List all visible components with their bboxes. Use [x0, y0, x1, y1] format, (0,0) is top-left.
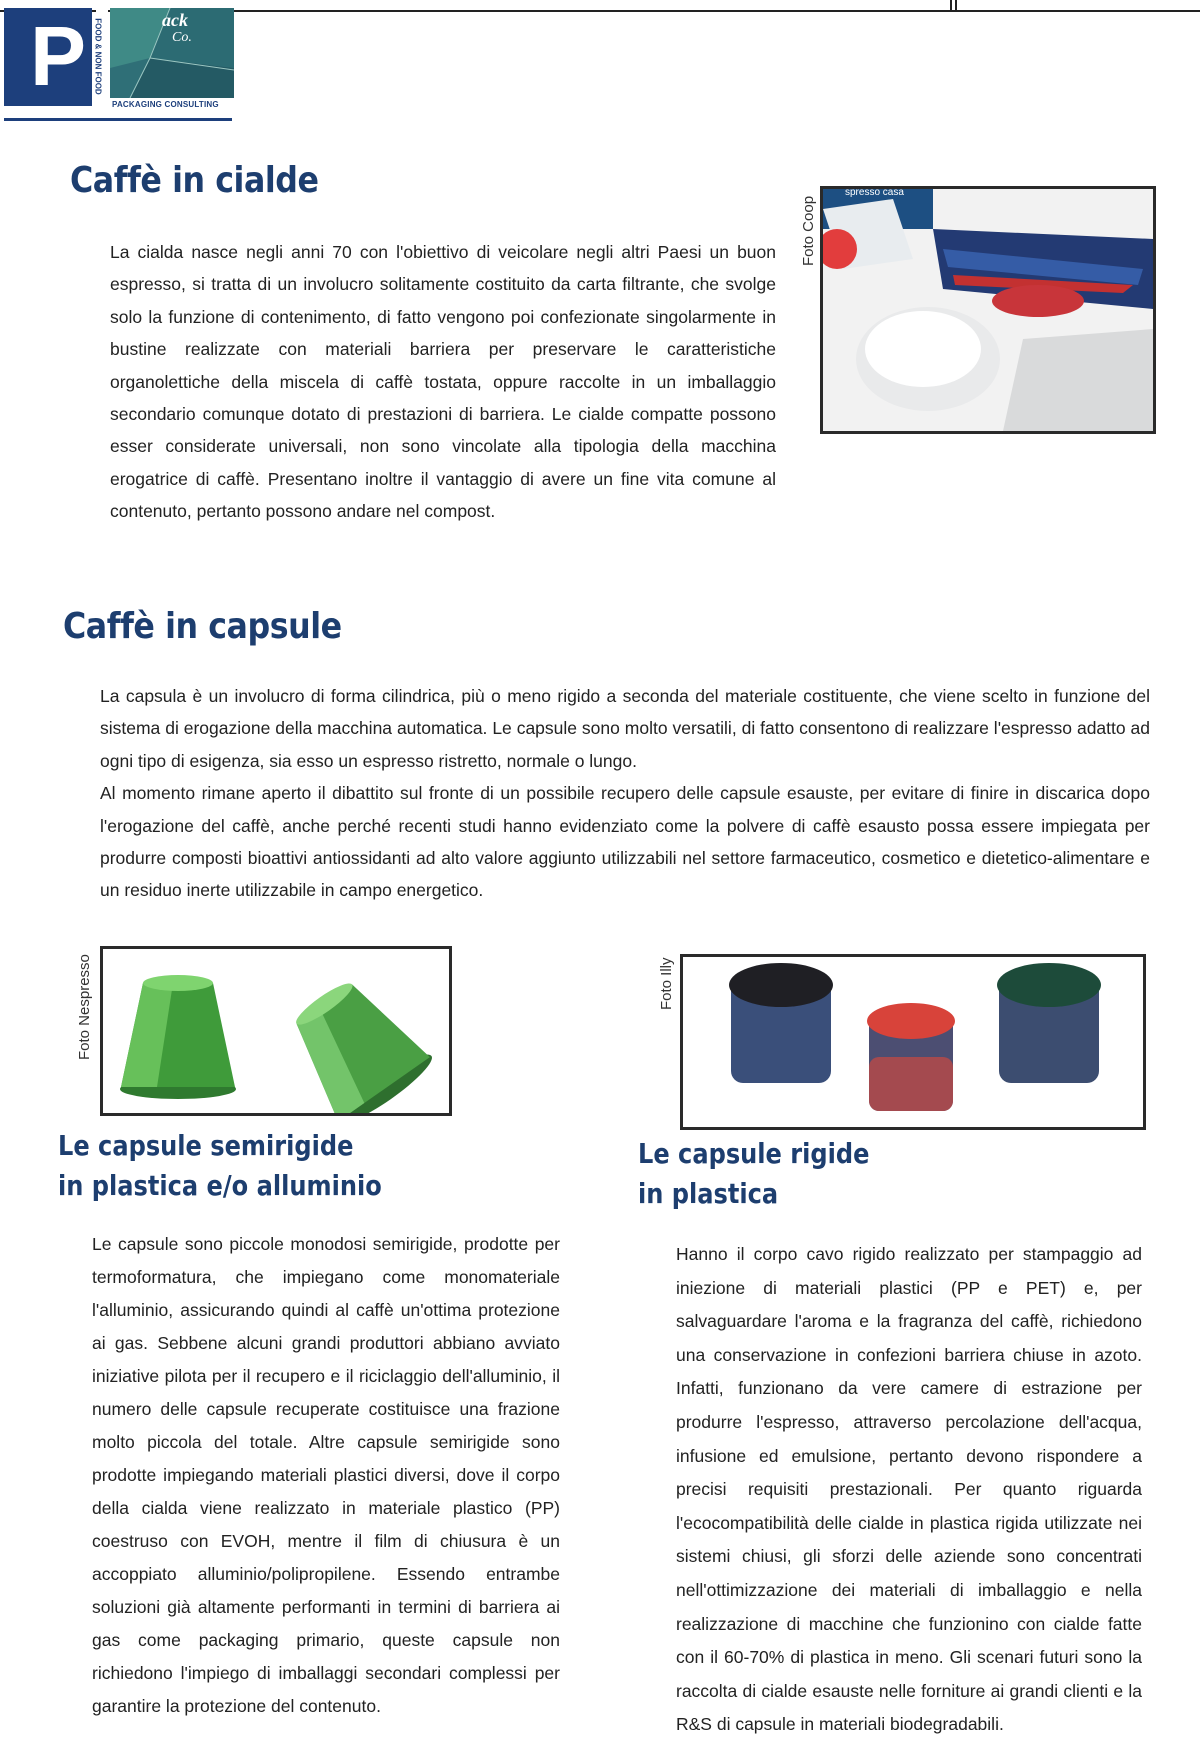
- subtitle-rigide-line1: Le capsule rigide: [638, 1137, 870, 1170]
- subtitle-semirigide-line1: Le capsule semirigide: [58, 1129, 354, 1162]
- subtitle-rigide-line2: in plastica: [638, 1177, 779, 1210]
- capsule-paragraph-1: La capsula è un involucro di forma cilindrica, più o meno rigido a seconda del materiale costituente, che viene scelto in funzione del sistema di erogazione della macchina automatica. Le capsule sono molto versatili, di fatto consentono di realizzare l'espresso adatto ad ogni tipo di esigenza, sia esso un espresso ristretto, normale o lungo.: [100, 686, 1150, 771]
- section-title-capsule: Caffè in capsule: [63, 606, 342, 647]
- rule-tick: [950, 0, 952, 10]
- section-body-cialde: La cialda nasce negli anni 70 con l'obiettivo di veicolare negli altri Paesi un buon espresso, si tratta di un involucro solitamente costituito da carta filtrante, che svolge solo la funzione di contenimento, di fatto vengono poi confezionate singolarmente in bustine realizzate con materiali barriera per preservare le caratteristiche organolettiche della miscela di caffè tostata, oppure raccolte in un imballaggio secondario comunque dotato di prestazioni di barriera. Le cialde compatte possono esser considerate universali, non sono vincolate alla tipologia della macchina erogatrice di caffè. Presentano inoltre il vantaggio di avere un fine vita comune al contenuto, pertanto possono andare nel compost.: [110, 242, 776, 522]
- subtitle-semirigide-line2: in plastica e/o alluminio: [58, 1169, 382, 1202]
- body-rigide: Hanno il corpo cavo rigido realizzato per stampaggio ad iniezione di materiali plastici (PP e PET) e, per salvaguardare l'aroma e la fragranza del caffè, richiedono una conservazione in confezioni barriera chiuse in azoto. Infatti, funzionano da vere camere di estrazione per produrre l'espresso, attraverso percolazione dell'acqua, infusione ed emulsione, pertanto devono rispondere a precisi requisiti prestazionali. Per quanto riguarda l'ecocompatibilità delle cialde in plastica rigida utilizzate nei sistemi chiusi, gli sforzi delle aziende sono concentrati nell'ottimizzazione dei materiali di imballaggio e nella realizzazione di macchine che funzionino con cialde fatte con il 60-70% di plastica in meno. Gli scenari futuri sono la raccolta di cialde esauste nelle forniture ai grandi clienti e la R&S di capsule in materiali biodegradabili.: [676, 1244, 1142, 1735]
- section-title-cialde: Caffè in cialde: [70, 160, 319, 201]
- section-body-capsule: [100, 680, 1150, 907]
- photo-cialde: [820, 186, 1156, 434]
- logo-underline: [4, 118, 232, 121]
- illy-capsules-illustration: [683, 957, 1143, 1127]
- packaging-consulting-logo: [4, 8, 232, 124]
- capsule-paragraph-2: Al momento rimane aperto il dibattito sul fronte di un possibile recupero delle capsule esauste, per evitare di finire in discarica dopo l'erogazione del caffè, anche perché recenti studi hanno evidenziato come la polvere di caffè esausto possa essere impiegata per produrre composti bioattivi antiossidanti ad alto valore aggiunto utilizzabili nel settore farmaceutico, cosmetico e dietetico-alimentare e un residuo inerte utilizzabile in campo energetico.: [100, 783, 1150, 901]
- photo-credit-nespresso: Foto Nespresso: [76, 954, 93, 1060]
- photo-nespresso: [100, 946, 452, 1116]
- photo-credit-illy: Foto Illy: [658, 957, 675, 1010]
- logo-word-co: Co.: [172, 30, 192, 45]
- body-semirigide: Le capsule sono piccole monodosi semirigide, prodotte per termoformatura, che impiegano come monomateriale l'alluminio, assicurando quindi al caffè un'ottima protezione ai gas. Sebbene alcuni grandi produttori abbiano avviato iniziative pilota per il recupero e il riciclaggio dell'alluminio, il numero delle capsule recuperate costituisce una frazione molto piccola del totale. Altre capsule semirigide sono prodotte impiegando materiali plastici diversi, dove il corpo della cialda viene realizzato in materiale plastico (PP) coestruso con EVOH, mentre il film di chiusura è un accoppiato alluminio/polipropilene. Essendo entrambe soluzioni già altamente performanti in termini di barriera ai gas come packaging primario, queste capsule non richiedono l'impiego di imballaggi secondari complessi per garantire la protezione del contenuto.: [92, 1234, 560, 1716]
- logo-tagline: PACKAGING CONSULTING: [112, 100, 219, 109]
- subtitle-rigide: [638, 1134, 869, 1214]
- logo-vertical-text: FOOD & NON FOOD: [93, 18, 103, 95]
- nespresso-capsules-illustration: [103, 949, 449, 1113]
- photo-illy: [680, 954, 1146, 1130]
- logo-letter: P: [30, 9, 87, 103]
- logo-p-block: [4, 8, 92, 106]
- cialde-illustration: [823, 189, 1153, 431]
- logo-word: ack: [162, 10, 188, 30]
- rule-tick: [955, 0, 957, 10]
- photo-label: spresso casa: [845, 187, 904, 198]
- subtitle-semirigide: [58, 1126, 382, 1206]
- photo-credit-coop: Foto Coop: [800, 195, 817, 266]
